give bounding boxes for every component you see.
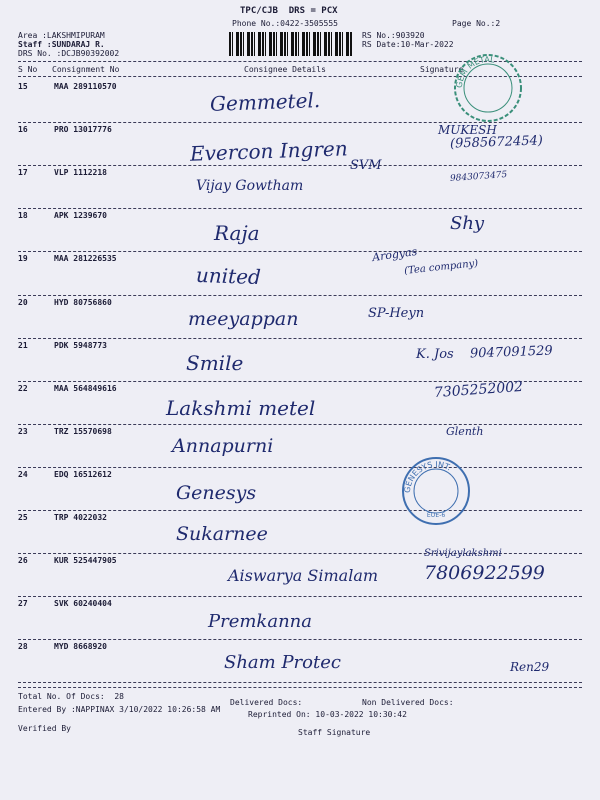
row-consignee-handwriting: Lakshmi metel (166, 395, 316, 420)
col-signature: Signature (420, 65, 464, 74)
svg-text:GENESYS INT.: GENESYS INT. (402, 459, 453, 494)
row-consignee-handwriting: Sham Protec (224, 652, 341, 674)
row-sno: 21 (18, 340, 28, 350)
staff-signature-label: Staff Signature (298, 728, 371, 737)
row-separator (18, 295, 582, 296)
row-signature-handwriting: Shy (450, 213, 485, 235)
row-consignment-no: TRZ 15570698 (54, 426, 112, 436)
row-consignee-handwriting: Gemmetel. (209, 88, 321, 116)
row-signature-note: 9047091529 (469, 343, 553, 362)
row-separator (18, 510, 582, 511)
row-consignee-handwriting: Aiswarya Simalam (228, 566, 379, 586)
row-consignment-no: MAA 281226535 (54, 254, 117, 264)
row-consignee-handwriting: Raja (214, 221, 260, 246)
reprinted-on: Reprinted On: 10-03-2022 10:30:42 (248, 710, 407, 719)
row-signature-note: (Tea company) (403, 258, 479, 278)
row-sno: 24 (18, 469, 28, 479)
row-sno: 26 (18, 556, 28, 566)
row-sno: 27 (18, 599, 28, 609)
row-sno: 28 (18, 642, 28, 652)
row-consignment-no: PRO 13017776 (54, 125, 112, 135)
row-signature-handwriting: Arogyas (371, 245, 418, 265)
row-consignment-no: MAA 564849616 (54, 383, 117, 393)
rs-number: RS No.:903920 (362, 31, 425, 40)
row-consignee-handwriting: Sukarnee (176, 523, 268, 545)
delivered-docs: Delivered Docs: (230, 698, 303, 707)
col-consignment: Consignment No (52, 65, 120, 74)
svg-text:GEM METAL: GEM METAL (454, 54, 496, 89)
row-consignment-no: TRP 4022032 (54, 513, 107, 522)
verified-by: Verified By (18, 724, 71, 733)
entered-by: Entered By :NAPPINAX 3/10/2022 10:26:58 AM (18, 705, 221, 714)
row-consignment-no: VLP 1112218 (54, 168, 107, 178)
row-signature-note: 9843073475 (449, 170, 508, 185)
drs-number: DRS No. :DCJB90392002 (18, 49, 120, 58)
page-number: Page No.:2 (452, 19, 501, 28)
genesys-stamp (400, 455, 472, 527)
report-title: TPC/CJB DRS = PCX (240, 6, 338, 16)
row-signature-handwriting: Glenth (446, 424, 484, 438)
row-separator (18, 467, 582, 468)
col-consignee: Consignee Details (244, 65, 326, 74)
row-sno: 18 (18, 211, 28, 221)
row-separator (18, 639, 582, 640)
total-docs: Total No. Of Docs: 28 (18, 692, 124, 701)
row-sno: 20 (18, 297, 28, 307)
row-sno: 19 (18, 254, 28, 264)
non-delivered-docs: Non Delivered Docs: (362, 698, 454, 707)
row-consignee-handwriting: Vijay Gowtham (196, 178, 304, 195)
row-sno: 25 (18, 513, 28, 522)
row-signature-handwriting: SP-Heyn (368, 305, 425, 321)
row-separator (18, 165, 582, 166)
rs-date: RS Date:10-Mar-2022 (362, 40, 454, 49)
row-consignment-no: PDK 5948773 (54, 340, 107, 350)
col-sno: S No (18, 65, 38, 74)
row-consignee-handwriting: Genesys (176, 481, 257, 504)
row-consignee-handwriting: united (195, 263, 262, 290)
staff-label: Staff :SUNDARAJ R. (18, 40, 105, 49)
row-separator (18, 251, 582, 252)
row-consignment-no: EDQ 16512612 (54, 469, 112, 479)
row-signature-handwriting: SVM (350, 158, 382, 174)
phone-number: Phone No.:0422-3505555 (232, 19, 338, 28)
row-sno: 15 (18, 82, 28, 91)
row-separator (18, 596, 582, 597)
row-separator (18, 338, 582, 339)
row-signature-handwriting: Srivijaylakshmi (424, 548, 502, 560)
barcode (229, 32, 353, 56)
svg-text:EOE-6: EOE-6 (426, 512, 446, 519)
row-separator (18, 682, 582, 683)
row-signature-note: 7806922599 (424, 562, 545, 585)
row-signature-note: (9585672454) (449, 133, 544, 152)
row-consignment-no: APK 1239670 (54, 211, 107, 221)
row-consignment-no: MAA 289110570 (54, 82, 117, 91)
row-consignee-handwriting: Annapurni (172, 434, 274, 457)
row-sno: 23 (18, 426, 28, 436)
row-signature-note: 7305252002 (433, 378, 524, 401)
gem-metal-stamp (452, 52, 524, 124)
row-sno: 16 (18, 125, 28, 135)
row-signature-handwriting: MUKESH (438, 123, 497, 138)
row-signature-note: Ren29 (510, 660, 550, 675)
row-signature-handwriting: K. Jos (416, 346, 454, 362)
row-sno: 17 (18, 168, 28, 178)
row-sno: 22 (18, 383, 28, 393)
area-label: Area :LAKSHMIPURAM (18, 31, 105, 40)
row-separator (18, 208, 582, 209)
row-consignment-no: KUR 525447905 (54, 556, 117, 566)
row-separator (18, 424, 582, 425)
row-consignee-handwriting: meeyappan (188, 307, 299, 330)
row-consignee-handwriting: Evercon Ingren (189, 136, 349, 166)
row-consignment-no: SVK 60240404 (54, 599, 112, 609)
row-consignment-no: MYD 8668920 (54, 642, 107, 652)
row-consignee-handwriting: Smile (186, 350, 244, 375)
row-consignee-handwriting: Premkanna (208, 611, 312, 633)
row-consignment-no: HYD 80756860 (54, 297, 112, 307)
